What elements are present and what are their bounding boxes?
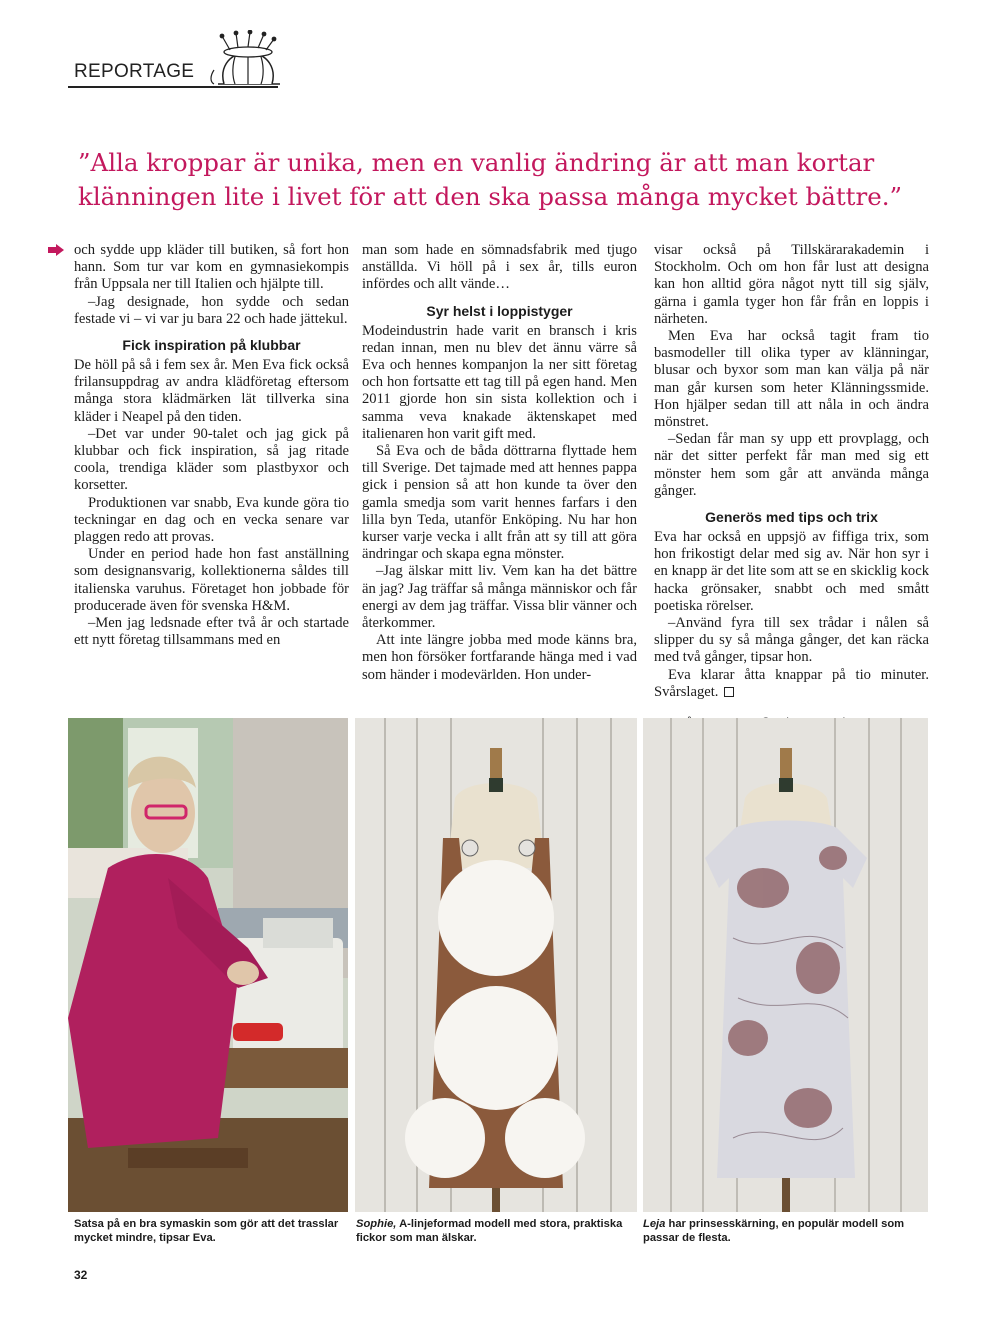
- subheading: Fick inspiration på klubbar: [122, 337, 301, 354]
- pincushion-icon: [208, 30, 288, 88]
- pull-quote: ”Alla kroppar är unika, men en vanlig ändring är att man kortar klänningen lite i livet för att den ska passa många mycket bättre.”: [78, 148, 903, 211]
- caption-text: har prinsesskärning, en populär modell som passar de flesta.: [643, 1218, 905, 1244]
- paragraph: –Det var under 90-talet och jag gick på klubbar och fick inspiration, så jag ritade coola, trendiga kläder som plastbyxor och korsetter.: [74, 425, 349, 494]
- subheading: Syr helst i loppistyger: [426, 302, 573, 319]
- paragraph-text: Eva klarar åtta knappar på tio minuter. Svårslaget.: [654, 666, 929, 700]
- header-rule: [68, 86, 278, 88]
- caption-sewing-machine: Satsa på en bra symaskin som gör att det trasslar mycket mindre, tipsar Eva.: [74, 1218, 339, 1244]
- paragraph: De höll på så i fem sex år. Men Eva fick också frilansuppdrag av andra klädföretag eftersom många stora klädmärken lät tillverka sina kläder i Neapel på den tiden.: [74, 357, 349, 425]
- paragraph: Under en period hade hon fast anställning som designansvarig, kollektionerna såldes till italienska varuhus. Företaget hon jobbade för producerade även för svenska H&M.: [74, 546, 349, 614]
- photo-dress-sophie: [355, 718, 637, 1212]
- caption-model-name: Leja: [643, 1218, 666, 1230]
- paragraph: Eva har också en uppsjö av fiffiga trix, som hon frikostigt delar med sig av. När hon syr i en knapp är det lite som att se en skicklig kock hacka grönsaker, snabbt och med smått poetiska rörelser.: [654, 529, 929, 614]
- caption-sophie: [356, 1218, 628, 1245]
- article-column-3: [654, 242, 929, 732]
- caption-model-name: Sophie,: [356, 1218, 397, 1230]
- caption-leja: [643, 1218, 911, 1245]
- article-column-1: [74, 242, 349, 649]
- paragraph: –Använd fyra till sex trådar i nålen så slipper du sy så många gånger, det kan räcka med två gånger, tipsar hon.: [654, 615, 929, 666]
- caption-text: A-linjeformad modell med stora, praktiska fickor som man älskar.: [356, 1218, 623, 1244]
- paragraph: Modeindustrin hade varit en bransch i kris redan innan, men nu blev det ännu värre så Eva och hennes kompanjon la ner sitt företag och hon fortsatte ett tag till på egen hand. Men 2011 gjorde hon sin sista kollektion och i samma veva knakade äktenskapet med italienaren hon varit gift med.: [362, 322, 637, 442]
- article-column-2: [362, 242, 637, 684]
- paragraph: Att inte längre jobba med mode känns bra, men hon försöker fortfarande hänga med i vad som händer i modevärlden. Hon under-: [362, 632, 637, 683]
- photo-dress-leja: [643, 718, 928, 1212]
- subheading: Generös med tips och trix: [705, 509, 878, 526]
- paragraph: Men Eva har också tagit fram tio basmodeller till olika typer av klänningar, blusar och byxor som man kan välja på när man går kursen som heter Klänningssmide. Hon hjälper sedan till att nåla in och ändra mönstret.: [654, 328, 929, 431]
- paragraph: [654, 667, 929, 701]
- paragraph: Så Eva och de båda döttrarna flyttade hem till Sverige. Det tajmade med att hennes pappa gick i pension så att hon kunde ta över den gamla smedja som varit hennes farfars i den lilla byn Teda, utanför Enköping. Nu har hon kurser varje vecka i allt från att sy till att göra ändringar och skapa egna mönster.: [362, 443, 637, 563]
- paragraph: –Jag designade, hon sydde och sedan festade vi – vi var ju bara 22 och hade jättekul.: [74, 293, 349, 327]
- arrow-right-icon: [48, 244, 64, 256]
- section-label: REPORTAGE: [74, 61, 195, 82]
- paragraph: –Sedan får man sy upp ett provplagg, och när det sitter perfekt får man med sig ett mönster hem som går att använda många gånger.: [654, 431, 929, 499]
- end-mark-icon: [724, 687, 734, 697]
- paragraph: och sydde upp kläder till butiken, så fort hon hann. Som tur var kom en gymnasiekompis från Uppsala ner till Italien och hjälpte till.: [74, 242, 349, 293]
- paragraph: Produktionen var snabb, Eva kunde göra tio teckningar en dag och en vecka senare var plaggen redo att provas.: [74, 494, 349, 546]
- paragraph: –Jag älskar mitt liv. Vem kan ha det bättre än jag? Jag träffar så många människor och får energi av dem jag träffar. Vissa blir vänner och återkommer.: [362, 563, 637, 632]
- paragraph: man som hade en sömnadsfabrik med tjugo anställda. Vi höll på i sex år, tills euron infördes och allt vände…: [362, 242, 637, 293]
- section-header: [68, 30, 368, 90]
- photo-sewing-machine: [68, 718, 348, 1212]
- paragraph: –Men jag ledsnade efter två år och startade ett nytt företag tillsammans med en: [74, 615, 349, 649]
- paragraph: visar också på Tillskärarakademin i Stockholm. Och om hon får lust att designa kan hon alltid göra något nytt till sig själv, gärna i gamla tyger hon får från en loppis i närheten.: [654, 242, 929, 327]
- page-number: 32: [74, 1268, 88, 1282]
